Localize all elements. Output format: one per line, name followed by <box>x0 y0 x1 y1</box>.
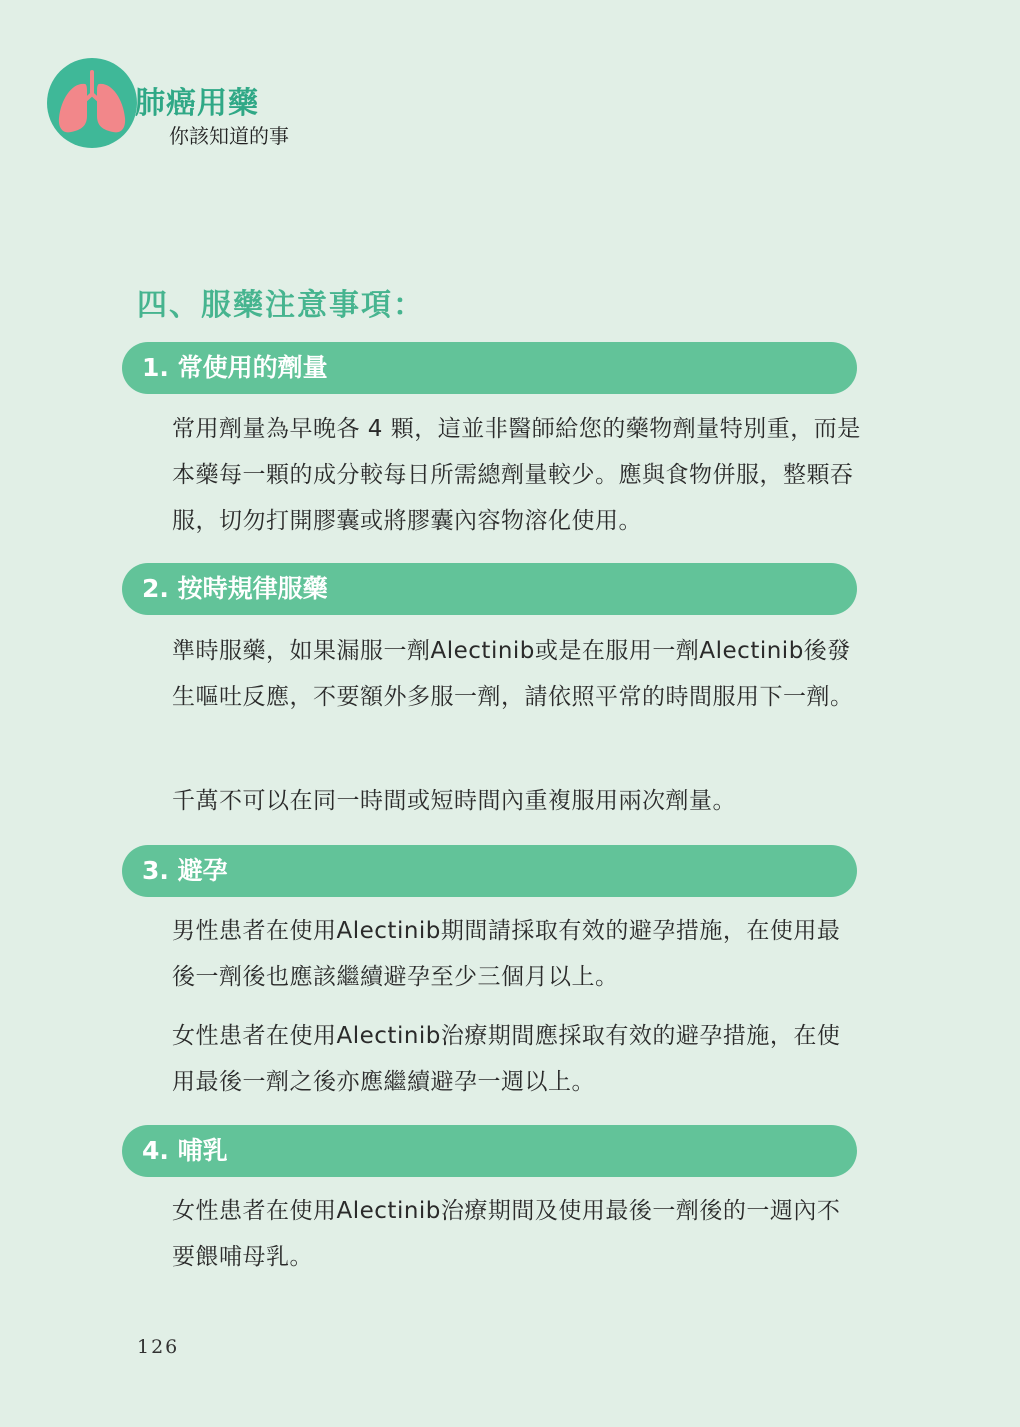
section-bar-contraception: 3. 避孕 <box>122 845 857 897</box>
paragraph-contraception-male: 男性患者在使用Alectinib期間請採取有效的避孕措施，在使用最後一劑後也應該繼續避孕至少三個月以上。 <box>172 918 841 990</box>
brand-logo <box>47 58 347 158</box>
brand-subtitle: 你該知道的事 <box>169 124 289 148</box>
section-heading: 四、服藥注意事項： <box>137 288 425 323</box>
section-bar-breastfeeding: 4. 哺乳 <box>122 1125 857 1177</box>
paragraph-dosage: 常用劑量為早晚各 4 顆，這並非醫師給您的藥物劑量特別重，而是本藥每一顆的成分較每日所需總劑量較少。應與食物併服，整顆吞服，切勿打開膠囊或將膠囊內容物溶化使用。 <box>172 416 861 534</box>
page-number: 126 <box>137 1336 180 1358</box>
section-bar-dosage: 1. 常使用的劑量 <box>122 342 857 394</box>
logo-circle <box>47 58 137 148</box>
section-bar-schedule: 2. 按時規律服藥 <box>122 563 857 615</box>
paragraph-schedule-2: 千萬不可以在同一時間或短時間內重複服用兩次劑量。 <box>172 788 736 814</box>
paragraph-schedule-1: 準時服藥，如果漏服一劑Alectinib或是在服用一劑Alectinib後發生嘔吐反應，不要額外多服一劑，請依照平常的時間服用下一劑。 <box>172 638 854 710</box>
lungs-icon <box>55 68 129 138</box>
paragraph-breastfeeding: 女性患者在使用Alectinib治療期間及使用最後一劑後的一週內不要餵哺母乳。 <box>172 1198 841 1270</box>
brand-title: 肺癌用藥 <box>135 86 259 121</box>
paragraph-contraception-female: 女性患者在使用Alectinib治療期間應採取有效的避孕措施，在使用最後一劑之後亦應繼續避孕一週以上。 <box>172 1023 841 1095</box>
